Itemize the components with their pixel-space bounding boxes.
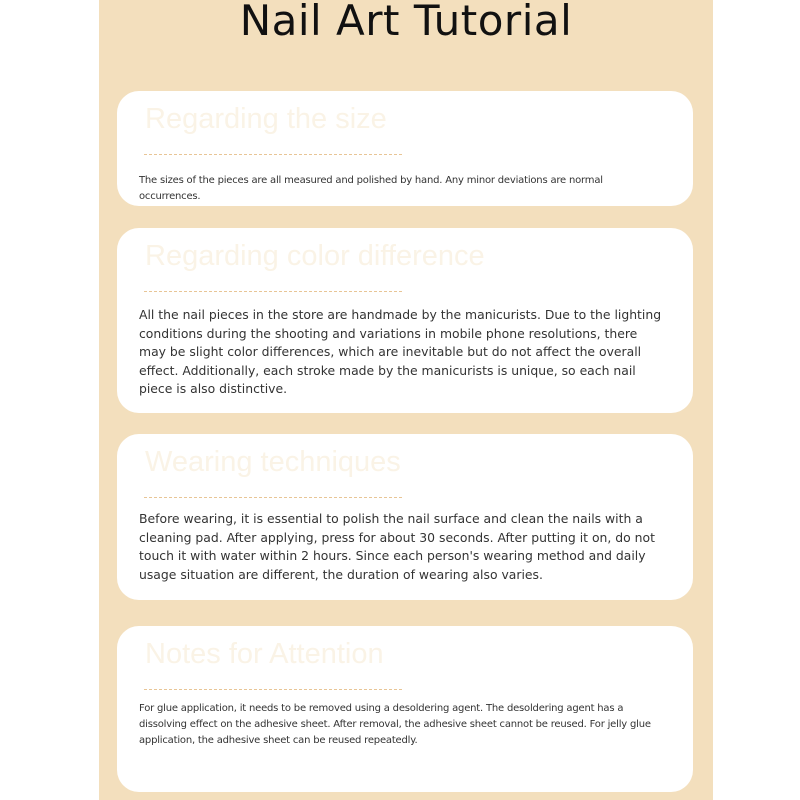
section-heading: Regarding the size [145,103,387,135]
section-body: For glue application, it needs to be removed using a desoldering agent. The desoldering agent has a dissolving effect on the adhesive sheet. After removal, the adhesive sheet cannot be reused. For jelly glue application, the adhesive sheet can be reused repeatedly. [139,703,651,746]
section-heading: Wearing techniques [145,446,401,478]
section-card-wearing-techniques [117,434,693,600]
section-body: The sizes of the pieces are all measured and polished by hand. Any minor deviations are normal occurrences. [139,175,603,202]
tutorial-panel [99,0,713,800]
section-body: All the nail pieces in the store are handmade by the manicurists. Due to the lighting conditions during the shooting and variations in mobile phone resolutions, there may be slight color differences, which are inevitable but do not affect the overall effect. Additionally, each stroke made by the manicurists is unique, so each nail piece is also distinctive. [139,307,662,396]
section-card-color-difference [117,228,693,413]
section-heading: Regarding color difference [145,240,485,272]
dashed-divider [144,154,402,155]
dashed-divider [144,291,402,292]
dashed-divider [144,497,402,498]
page-title: Nail Art Tutorial [239,0,573,45]
dashed-divider [144,689,402,690]
section-card-size [117,91,693,206]
section-heading: Notes for Attention [145,638,384,670]
section-body: Before wearing, it is essential to polish the nail surface and clean the nails with a cleaning pad. After applying, press for about 30 seconds. After putting it on, do not touch it with water within 2 hours. Since each person's wearing method and daily usage situation are different, the duration of wearing also varies. [139,511,655,582]
section-card-notes-for-attention [117,626,693,792]
